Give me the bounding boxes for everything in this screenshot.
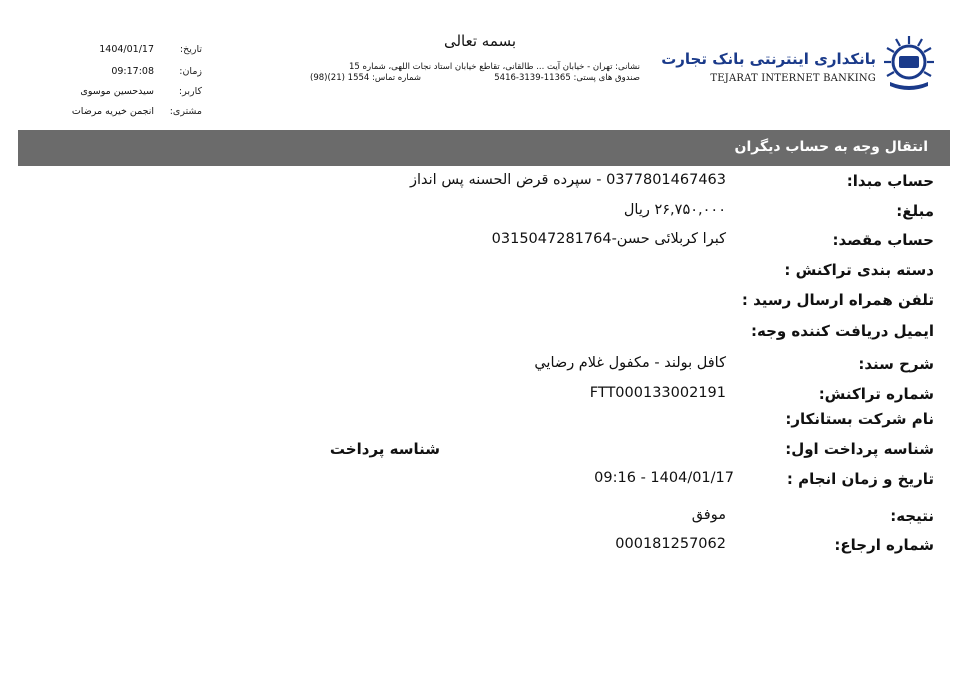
txn-category-label: دسته بندی تراکنش : xyxy=(784,261,934,279)
result-label: نتیجه: xyxy=(890,507,934,525)
po-box: صندوق های پستی: 11365-3139-5416 xyxy=(494,72,640,83)
meta-time-label: زمان: xyxy=(179,66,202,77)
meta-user-value: سیدحسین موسوی xyxy=(80,86,154,97)
reference-number-value: 000181257062 xyxy=(615,536,726,552)
txn-number-label: شماره تراکنش: xyxy=(818,385,934,403)
meta-date-label: تاریخ: xyxy=(179,44,202,55)
receiver-email-label: ایمیل دریافت کننده وجه: xyxy=(750,322,934,340)
tejarat-emblem-icon xyxy=(882,32,936,90)
logo-text-en: TEJARAT INTERNET BANKING xyxy=(710,73,876,84)
amount-label: مبلغ: xyxy=(896,202,934,220)
address-line: نشانی: تهران - خیابان آیت ... طالقانی، تقاطع خیابان استاد نجات اللهی، شماره 15 xyxy=(349,62,640,72)
exec-datetime-value: 1404/01/17 - 09:16 xyxy=(594,470,734,486)
bank-address xyxy=(310,62,640,83)
meta-time-value: 09:17:08 xyxy=(111,66,154,77)
meta-customer-label: مشتری: xyxy=(169,106,202,117)
txn-number-value: FTT000133002191 xyxy=(589,385,726,401)
title-bar xyxy=(18,130,950,166)
meta-user xyxy=(60,86,202,97)
source-account-value: 0377801467463 - سپرده قرض الحسنه پس انداز xyxy=(410,172,726,188)
meta-date xyxy=(60,44,202,55)
logo-text-fa: بانکداری اینترنتی بانک تجارت xyxy=(661,50,876,68)
address-contacts xyxy=(310,73,640,84)
basmala: بسمه تعالی xyxy=(443,32,517,50)
first-payment-id-label: شناسه پرداخت اول: xyxy=(785,440,934,458)
meta-time xyxy=(60,66,202,77)
page-title: انتقال وجه به حساب دیگران xyxy=(734,139,928,155)
meta-customer-value: انجمن خیریه مرضات xyxy=(71,106,154,117)
bank-logo xyxy=(661,30,938,90)
reference-number-label: شماره ارجاع: xyxy=(834,536,934,554)
meta-user-label: کاربر: xyxy=(178,86,202,97)
receipt-phone-label: تلفن همراه ارسال رسید : xyxy=(741,291,934,309)
dest-account-value: کبرا کربلائی حسن-0315047281764 xyxy=(491,231,726,247)
source-account-label: حساب مبدا: xyxy=(846,172,934,190)
dest-account-label: حساب مقصد: xyxy=(832,231,934,249)
payment-id-value: شناسه پرداخت xyxy=(329,440,440,458)
amount-value: ۲۶,۷۵۰,۰۰۰ ریال xyxy=(623,202,726,218)
meta-customer xyxy=(60,106,202,117)
doc-desc-label: شرح سند: xyxy=(858,355,934,373)
exec-datetime-label: تاریخ و زمان انجام : xyxy=(786,470,934,488)
creditor-company-label: نام شرکت بستانکار: xyxy=(785,410,934,428)
meta-date-value: 1404/01/17 xyxy=(99,44,154,55)
doc-desc-value: کافل بولند - مکفول غلام رضايي xyxy=(534,355,726,371)
result-value: موفق xyxy=(691,507,726,523)
contact-number: شماره تماس: 1554 (21)(98) xyxy=(310,72,421,83)
